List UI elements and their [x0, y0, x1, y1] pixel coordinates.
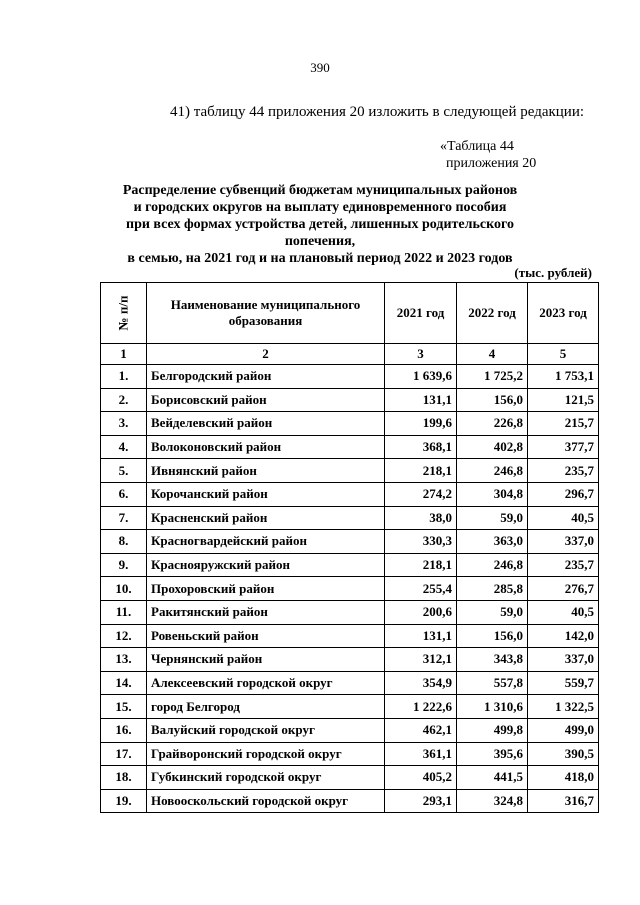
value-2023: 559,7 [528, 671, 599, 695]
value-2021: 218,1 [385, 459, 457, 483]
municipality-name: Новооскольский городской округ [147, 789, 385, 813]
column-number: 3 [385, 344, 457, 365]
municipality-name: Белгородский район [147, 365, 385, 389]
subventions-table [100, 282, 599, 813]
value-2022: 156,0 [457, 388, 528, 412]
table-row [101, 388, 599, 412]
value-2022: 285,8 [457, 577, 528, 601]
value-2023: 296,7 [528, 482, 599, 506]
table-row [101, 671, 599, 695]
row-number: 14. [101, 671, 147, 695]
table-row [101, 742, 599, 766]
row-number: 2. [101, 388, 147, 412]
row-number: 5. [101, 459, 147, 483]
value-2023: 337,0 [528, 530, 599, 554]
table-row [101, 506, 599, 530]
table-row [101, 577, 599, 601]
heading-line: при всех формах устройства детей, лишенных родительского попечения, [126, 217, 514, 249]
municipality-name: Красненский район [147, 506, 385, 530]
municipality-name: Вейделевский район [147, 412, 385, 436]
row-number: 6. [101, 482, 147, 506]
municipality-name: Ракитянский район [147, 600, 385, 624]
row-number: 1. [101, 365, 147, 389]
value-2022: 499,8 [457, 718, 528, 742]
row-number: 18. [101, 766, 147, 790]
table-reference-line: приложения 20 [446, 156, 537, 171]
header-number: № п/п [101, 283, 147, 344]
value-2023: 215,7 [528, 412, 599, 436]
municipality-name: Краснояружский район [147, 553, 385, 577]
municipality-name: Валуйский городской округ [147, 718, 385, 742]
value-2022: 343,8 [457, 648, 528, 672]
value-2023: 337,0 [528, 648, 599, 672]
value-2023: 235,7 [528, 459, 599, 483]
header-name: Наименование муниципального образования [147, 283, 385, 344]
municipality-name: Борисовский район [147, 388, 385, 412]
value-2021: 131,1 [385, 388, 457, 412]
row-number: 19. [101, 789, 147, 813]
value-2021: 312,1 [385, 648, 457, 672]
column-number: 1 [101, 344, 147, 365]
value-2022: 363,0 [457, 530, 528, 554]
value-2022: 59,0 [457, 506, 528, 530]
table-reference-line: «Таблица 44 [440, 139, 514, 154]
header-2023: 2023 год [528, 283, 599, 344]
row-number: 7. [101, 506, 147, 530]
row-number: 3. [101, 412, 147, 436]
value-2021: 368,1 [385, 435, 457, 459]
value-2021: 38,0 [385, 506, 457, 530]
table-row [101, 412, 599, 436]
row-number: 17. [101, 742, 147, 766]
column-number: 4 [457, 344, 528, 365]
value-2022: 402,8 [457, 435, 528, 459]
value-2022: 1 310,6 [457, 695, 528, 719]
value-2023: 235,7 [528, 553, 599, 577]
value-2021: 1 222,6 [385, 695, 457, 719]
value-2022: 246,8 [457, 459, 528, 483]
table-row [101, 789, 599, 813]
instruction-text: 41) таблицу 44 приложения 20 изложить в следующей редакции: [170, 104, 585, 120]
value-2023: 121,5 [528, 388, 599, 412]
value-2022: 226,8 [457, 412, 528, 436]
table-row [101, 482, 599, 506]
value-2022: 304,8 [457, 482, 528, 506]
value-2023: 142,0 [528, 624, 599, 648]
value-2022: 156,0 [457, 624, 528, 648]
municipality-name: Чернянский район [147, 648, 385, 672]
value-2023: 499,0 [528, 718, 599, 742]
row-number: 16. [101, 718, 147, 742]
page-number: 390 [310, 60, 330, 75]
value-2022: 1 725,2 [457, 365, 528, 389]
value-2023: 40,5 [528, 600, 599, 624]
value-2021: 218,1 [385, 553, 457, 577]
value-2022: 59,0 [457, 600, 528, 624]
value-2021: 462,1 [385, 718, 457, 742]
value-2021: 274,2 [385, 482, 457, 506]
value-2021: 131,1 [385, 624, 457, 648]
value-2023: 1 322,5 [528, 695, 599, 719]
heading-line: Распределение субвенций бюджетам муниципальных районов [122, 183, 518, 198]
municipality-name: Губкинский городской округ [147, 766, 385, 790]
value-2021: 199,6 [385, 412, 457, 436]
column-number-row [101, 344, 599, 365]
value-2023: 316,7 [528, 789, 599, 813]
table-header-row [101, 283, 599, 344]
table-row [101, 435, 599, 459]
row-number: 10. [101, 577, 147, 601]
value-2022: 557,8 [457, 671, 528, 695]
value-2022: 441,5 [457, 766, 528, 790]
municipality-name: Прохоровский район [147, 577, 385, 601]
value-2021: 1 639,6 [385, 365, 457, 389]
value-2021: 200,6 [385, 600, 457, 624]
value-2021: 354,9 [385, 671, 457, 695]
value-2023: 418,0 [528, 766, 599, 790]
value-2022: 246,8 [457, 553, 528, 577]
table-row [101, 459, 599, 483]
municipality-name: Красногвардейский район [147, 530, 385, 554]
heading-line: и городских округов на выплату единовременного пособия [133, 200, 507, 215]
table-row [101, 553, 599, 577]
table-row [101, 766, 599, 790]
value-2023: 40,5 [528, 506, 599, 530]
municipality-name: город Белгород [147, 695, 385, 719]
value-2022: 324,8 [457, 789, 528, 813]
municipality-name: Грайворонский городской округ [147, 742, 385, 766]
table-heading [100, 182, 540, 267]
row-number: 11. [101, 600, 147, 624]
municipality-name: Ровеньский район [147, 624, 385, 648]
value-2023: 1 753,1 [528, 365, 599, 389]
table-row [101, 718, 599, 742]
value-2021: 330,3 [385, 530, 457, 554]
value-2023: 276,7 [528, 577, 599, 601]
row-number: 13. [101, 648, 147, 672]
units-label: (тыс. рублей) [514, 265, 592, 280]
value-2023: 390,5 [528, 742, 599, 766]
table-row [101, 624, 599, 648]
value-2023: 377,7 [528, 435, 599, 459]
column-number: 2 [147, 344, 385, 365]
municipality-name: Волоконовский район [147, 435, 385, 459]
value-2021: 293,1 [385, 789, 457, 813]
value-2021: 405,2 [385, 766, 457, 790]
table-row [101, 365, 599, 389]
header-2022: 2022 год [457, 283, 528, 344]
municipality-name: Ивнянский район [147, 459, 385, 483]
row-number: 9. [101, 553, 147, 577]
row-number: 4. [101, 435, 147, 459]
value-2022: 395,6 [457, 742, 528, 766]
table-row [101, 648, 599, 672]
table-row [101, 530, 599, 554]
table-row [101, 695, 599, 719]
row-number: 8. [101, 530, 147, 554]
municipality-name: Корочанский район [147, 482, 385, 506]
column-number: 5 [528, 344, 599, 365]
value-2021: 361,1 [385, 742, 457, 766]
value-2021: 255,4 [385, 577, 457, 601]
header-2021: 2021 год [385, 283, 457, 344]
table-row [101, 600, 599, 624]
table-reference [440, 138, 536, 172]
row-number: 12. [101, 624, 147, 648]
row-number: 15. [101, 695, 147, 719]
municipality-name: Алексеевский городской округ [147, 671, 385, 695]
heading-line: в семью, на 2021 год и на плановый период 2022 и 2023 годов [127, 251, 513, 266]
